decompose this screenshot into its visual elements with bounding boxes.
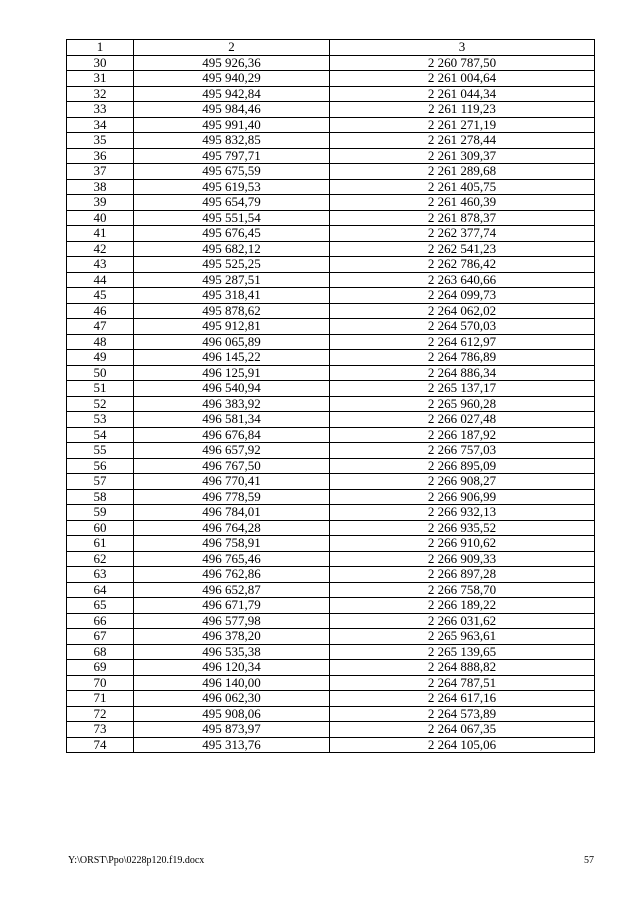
x-coordinate-cell: 496 140,00 xyxy=(134,675,330,691)
y-coordinate-cell: 2 266 935,52 xyxy=(330,520,595,536)
x-coordinate-cell: 496 378,20 xyxy=(134,629,330,645)
table-row xyxy=(67,350,595,366)
point-number-cell: 31 xyxy=(67,71,134,87)
table-row xyxy=(67,582,595,598)
point-number-cell: 49 xyxy=(67,350,134,366)
point-number-cell: 60 xyxy=(67,520,134,536)
table-row xyxy=(67,691,595,707)
x-coordinate-cell: 495 984,46 xyxy=(134,102,330,118)
x-coordinate-cell: 496 065,89 xyxy=(134,334,330,350)
y-coordinate-cell: 2 266 031,62 xyxy=(330,613,595,629)
point-number-cell: 42 xyxy=(67,241,134,257)
y-coordinate-cell: 2 266 895,09 xyxy=(330,458,595,474)
point-number-cell: 41 xyxy=(67,226,134,242)
point-number-cell: 71 xyxy=(67,691,134,707)
y-coordinate-cell: 2 266 910,62 xyxy=(330,536,595,552)
point-number-cell: 43 xyxy=(67,257,134,273)
point-number-cell: 52 xyxy=(67,396,134,412)
x-coordinate-cell: 496 770,41 xyxy=(134,474,330,490)
table-row xyxy=(67,164,595,180)
x-coordinate-cell: 496 125,91 xyxy=(134,365,330,381)
x-coordinate-cell: 496 676,84 xyxy=(134,427,330,443)
table-row xyxy=(67,71,595,87)
table-row xyxy=(67,443,595,459)
y-coordinate-cell: 2 264 105,06 xyxy=(330,737,595,753)
y-coordinate-cell: 2 260 787,50 xyxy=(330,55,595,71)
y-coordinate-cell: 2 265 137,17 xyxy=(330,381,595,397)
x-coordinate-cell: 495 878,62 xyxy=(134,303,330,319)
point-number-cell: 53 xyxy=(67,412,134,428)
x-coordinate-cell: 496 657,92 xyxy=(134,443,330,459)
x-coordinate-cell: 496 758,91 xyxy=(134,536,330,552)
point-number-cell: 44 xyxy=(67,272,134,288)
x-coordinate-cell: 495 873,97 xyxy=(134,722,330,738)
y-coordinate-cell: 2 261 119,23 xyxy=(330,102,595,118)
x-coordinate-cell: 496 778,59 xyxy=(134,489,330,505)
table-row xyxy=(67,55,595,71)
point-number-cell: 54 xyxy=(67,427,134,443)
x-coordinate-cell: 495 675,59 xyxy=(134,164,330,180)
x-coordinate-cell: 496 671,79 xyxy=(134,598,330,614)
y-coordinate-cell: 2 266 757,03 xyxy=(330,443,595,459)
table-row xyxy=(67,117,595,133)
y-coordinate-cell: 2 266 758,70 xyxy=(330,582,595,598)
y-coordinate-cell: 2 264 099,73 xyxy=(330,288,595,304)
y-coordinate-cell: 2 261 309,37 xyxy=(330,148,595,164)
point-number-cell: 57 xyxy=(67,474,134,490)
point-number-cell: 36 xyxy=(67,148,134,164)
y-coordinate-cell: 2 264 786,89 xyxy=(330,350,595,366)
table-row xyxy=(67,458,595,474)
y-coordinate-cell: 2 266 908,27 xyxy=(330,474,595,490)
y-coordinate-cell: 2 262 541,23 xyxy=(330,241,595,257)
table-row xyxy=(67,722,595,738)
y-coordinate-cell: 2 264 787,51 xyxy=(330,675,595,691)
y-coordinate-cell: 2 261 044,34 xyxy=(330,86,595,102)
point-number-cell: 40 xyxy=(67,210,134,226)
table-row xyxy=(67,86,595,102)
x-coordinate-cell: 495 942,84 xyxy=(134,86,330,102)
table-row xyxy=(67,427,595,443)
y-coordinate-cell: 2 264 570,03 xyxy=(330,319,595,335)
x-coordinate-cell: 495 682,12 xyxy=(134,241,330,257)
table-body xyxy=(67,55,595,753)
x-coordinate-cell: 495 313,76 xyxy=(134,737,330,753)
table-row xyxy=(67,381,595,397)
table-row xyxy=(67,613,595,629)
y-coordinate-cell: 2 264 067,35 xyxy=(330,722,595,738)
column-header-3: 3 xyxy=(330,40,595,56)
y-coordinate-cell: 2 266 909,33 xyxy=(330,551,595,567)
point-number-cell: 55 xyxy=(67,443,134,459)
point-number-cell: 61 xyxy=(67,536,134,552)
x-coordinate-cell: 496 577,98 xyxy=(134,613,330,629)
coordinates-table xyxy=(66,39,595,753)
point-number-cell: 45 xyxy=(67,288,134,304)
x-coordinate-cell: 496 767,50 xyxy=(134,458,330,474)
y-coordinate-cell: 2 266 027,48 xyxy=(330,412,595,428)
x-coordinate-cell: 496 383,92 xyxy=(134,396,330,412)
y-coordinate-cell: 2 264 617,16 xyxy=(330,691,595,707)
table-row xyxy=(67,505,595,521)
point-number-cell: 69 xyxy=(67,660,134,676)
point-number-cell: 50 xyxy=(67,365,134,381)
y-coordinate-cell: 2 261 278,44 xyxy=(330,133,595,149)
table-row xyxy=(67,179,595,195)
point-number-cell: 63 xyxy=(67,567,134,583)
point-number-cell: 48 xyxy=(67,334,134,350)
point-number-cell: 51 xyxy=(67,381,134,397)
table-row xyxy=(67,551,595,567)
point-number-cell: 30 xyxy=(67,55,134,71)
table-row xyxy=(67,241,595,257)
x-coordinate-cell: 496 765,46 xyxy=(134,551,330,567)
table-row xyxy=(67,257,595,273)
point-number-cell: 46 xyxy=(67,303,134,319)
y-coordinate-cell: 2 264 062,02 xyxy=(330,303,595,319)
footer-page-number: 57 xyxy=(584,855,594,866)
point-number-cell: 38 xyxy=(67,179,134,195)
table-row xyxy=(67,272,595,288)
table-row xyxy=(67,737,595,753)
y-coordinate-cell: 2 264 886,34 xyxy=(330,365,595,381)
point-number-cell: 39 xyxy=(67,195,134,211)
point-number-cell: 33 xyxy=(67,102,134,118)
table-row xyxy=(67,195,595,211)
point-number-cell: 34 xyxy=(67,117,134,133)
point-number-cell: 67 xyxy=(67,629,134,645)
y-coordinate-cell: 2 265 960,28 xyxy=(330,396,595,412)
point-number-cell: 32 xyxy=(67,86,134,102)
point-number-cell: 74 xyxy=(67,737,134,753)
point-number-cell: 56 xyxy=(67,458,134,474)
x-coordinate-cell: 495 318,41 xyxy=(134,288,330,304)
table-row xyxy=(67,226,595,242)
x-coordinate-cell: 495 619,53 xyxy=(134,179,330,195)
point-number-cell: 35 xyxy=(67,133,134,149)
table-row xyxy=(67,489,595,505)
x-coordinate-cell: 496 581,34 xyxy=(134,412,330,428)
x-coordinate-cell: 496 120,34 xyxy=(134,660,330,676)
table-row xyxy=(67,102,595,118)
table-row xyxy=(67,319,595,335)
table-row xyxy=(67,396,595,412)
x-coordinate-cell: 495 525,25 xyxy=(134,257,330,273)
y-coordinate-cell: 2 264 573,89 xyxy=(330,706,595,722)
table-header-row xyxy=(67,40,595,56)
table-row xyxy=(67,412,595,428)
y-coordinate-cell: 2 262 377,74 xyxy=(330,226,595,242)
table-row xyxy=(67,706,595,722)
table-row xyxy=(67,644,595,660)
table-row xyxy=(67,520,595,536)
point-number-cell: 64 xyxy=(67,582,134,598)
column-header-1: 1 xyxy=(67,40,134,56)
table-row xyxy=(67,210,595,226)
table-row xyxy=(67,675,595,691)
y-coordinate-cell: 2 265 963,61 xyxy=(330,629,595,645)
y-coordinate-cell: 2 261 271,19 xyxy=(330,117,595,133)
table-row xyxy=(67,474,595,490)
table-row xyxy=(67,334,595,350)
y-coordinate-cell: 2 263 640,66 xyxy=(330,272,595,288)
y-coordinate-cell: 2 264 888,82 xyxy=(330,660,595,676)
y-coordinate-cell: 2 261 460,39 xyxy=(330,195,595,211)
point-number-cell: 59 xyxy=(67,505,134,521)
x-coordinate-cell: 495 832,85 xyxy=(134,133,330,149)
y-coordinate-cell: 2 266 189,22 xyxy=(330,598,595,614)
x-coordinate-cell: 496 652,87 xyxy=(134,582,330,598)
y-coordinate-cell: 2 264 612,97 xyxy=(330,334,595,350)
point-number-cell: 58 xyxy=(67,489,134,505)
y-coordinate-cell: 2 266 187,92 xyxy=(330,427,595,443)
table-row xyxy=(67,303,595,319)
table-row xyxy=(67,598,595,614)
point-number-cell: 72 xyxy=(67,706,134,722)
point-number-cell: 73 xyxy=(67,722,134,738)
x-coordinate-cell: 495 676,45 xyxy=(134,226,330,242)
x-coordinate-cell: 496 062,30 xyxy=(134,691,330,707)
footer-file-path: Y:\ORST\Ppo\0228p120.f19.docx xyxy=(68,855,205,866)
y-coordinate-cell: 2 261 004,64 xyxy=(330,71,595,87)
y-coordinate-cell: 2 261 878,37 xyxy=(330,210,595,226)
table-row xyxy=(67,567,595,583)
x-coordinate-cell: 495 912,81 xyxy=(134,319,330,335)
y-coordinate-cell: 2 261 405,75 xyxy=(330,179,595,195)
column-header-2: 2 xyxy=(134,40,330,56)
x-coordinate-cell: 495 551,54 xyxy=(134,210,330,226)
x-coordinate-cell: 496 762,86 xyxy=(134,567,330,583)
y-coordinate-cell: 2 265 139,65 xyxy=(330,644,595,660)
x-coordinate-cell: 495 991,40 xyxy=(134,117,330,133)
x-coordinate-cell: 496 540,94 xyxy=(134,381,330,397)
x-coordinate-cell: 496 784,01 xyxy=(134,505,330,521)
table-row xyxy=(67,365,595,381)
x-coordinate-cell: 495 287,51 xyxy=(134,272,330,288)
y-coordinate-cell: 2 262 786,42 xyxy=(330,257,595,273)
y-coordinate-cell: 2 266 906,99 xyxy=(330,489,595,505)
table-row xyxy=(67,629,595,645)
x-coordinate-cell: 495 926,36 xyxy=(134,55,330,71)
x-coordinate-cell: 496 145,22 xyxy=(134,350,330,366)
x-coordinate-cell: 495 797,71 xyxy=(134,148,330,164)
x-coordinate-cell: 496 535,38 xyxy=(134,644,330,660)
table-row xyxy=(67,536,595,552)
point-number-cell: 68 xyxy=(67,644,134,660)
point-number-cell: 47 xyxy=(67,319,134,335)
x-coordinate-cell: 495 908,06 xyxy=(134,706,330,722)
y-coordinate-cell: 2 266 932,13 xyxy=(330,505,595,521)
point-number-cell: 66 xyxy=(67,613,134,629)
x-coordinate-cell: 495 940,29 xyxy=(134,71,330,87)
point-number-cell: 37 xyxy=(67,164,134,180)
point-number-cell: 62 xyxy=(67,551,134,567)
y-coordinate-cell: 2 261 289,68 xyxy=(330,164,595,180)
x-coordinate-cell: 495 654,79 xyxy=(134,195,330,211)
table-row xyxy=(67,660,595,676)
table-row xyxy=(67,288,595,304)
x-coordinate-cell: 496 764,28 xyxy=(134,520,330,536)
table-row xyxy=(67,148,595,164)
y-coordinate-cell: 2 266 897,28 xyxy=(330,567,595,583)
table-row xyxy=(67,133,595,149)
point-number-cell: 65 xyxy=(67,598,134,614)
point-number-cell: 70 xyxy=(67,675,134,691)
